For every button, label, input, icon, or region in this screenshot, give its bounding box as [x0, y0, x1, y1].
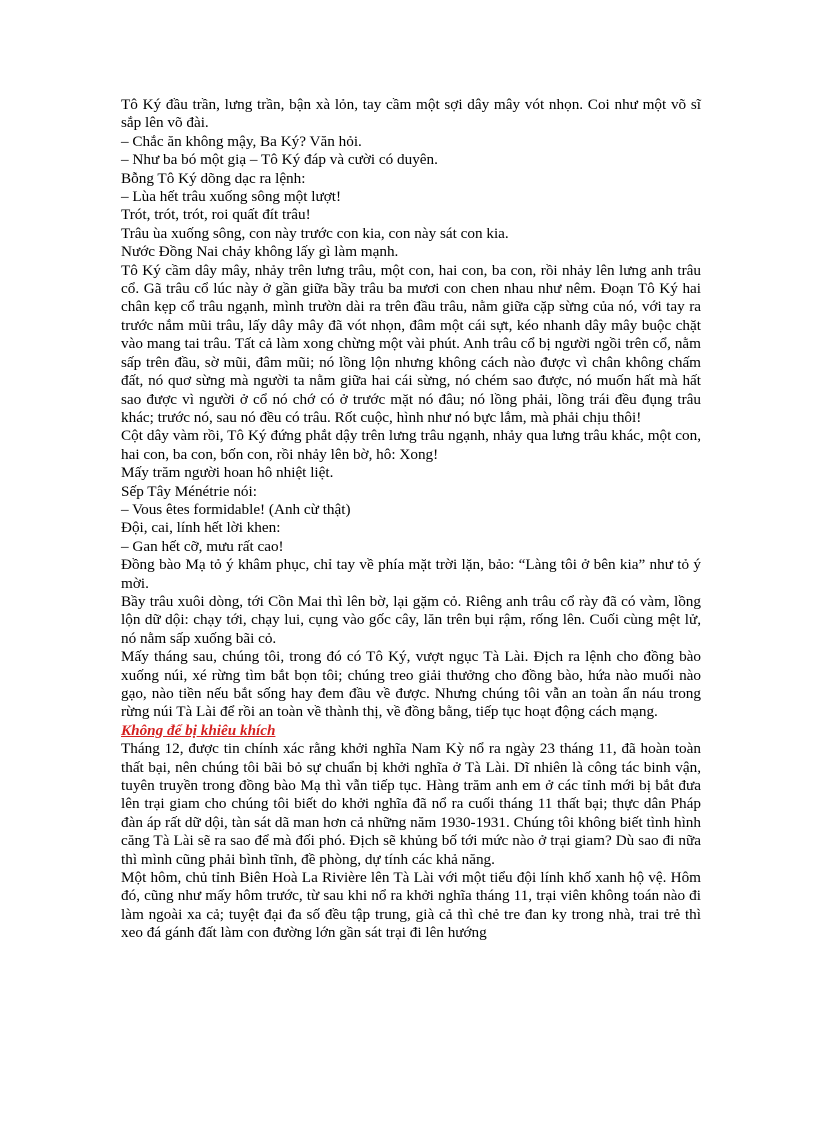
paragraph: Tô Ký cầm dây mây, nhảy trên lưng trâu, một con, hai con, ba con, rồi nhảy lên lưng anh trâu cổ. Gã trâu cổ lúc này ở gần giữa bầy trâu ba mươi con chen nhau như nêm. Đoạn Tô Ký hai chân kẹp cổ trâu ngạnh, mình trườn dài ra trên đầu trâu, nằm giữa cặp sừng của nó, với tay ra trước nắm mũi trâu, lấy dây mây đã vót nhọn, đâm một cái sựt, kéo nhanh dây mây buộc chặt vào mang tai trâu. Tất cả làm xong chừng một vài phút. Anh trâu cổ bị người ngồi trên cổ, nằm sấp trên đầu, sờ mũi, đâm mũi; nó lồng lộn nhưng không cách nào được vì chân không chấm đất, nó quơ sừng mà người ta nằm giữa hai cái sừng, nó chém sao được, nó muốn hất mà hất sao được vì người ở cổ nó chớ có ở trước mặt nó đâu; nó lồng phải, lồng trái đều đụng trâu khác; trước nó, sau nó đều có trâu. Rốt cuộc, hình như nó bực lắm, mà phải chịu thôi!	[121, 261, 701, 426]
paragraph: Đồng bào Mạ tỏ ý khâm phục, chỉ tay về phía mặt trời lặn, bảo: “Làng tôi ở bên kia” như tỏ ý mời.	[121, 556, 701, 592]
paragraph: Bầy trâu xuôi dòng, tới Cồn Mai thì lên bờ, lại gặm cỏ. Riêng anh trâu cổ rày đã có vàm, lồng lộn dữ dội: chạy tới, chạy lui, cụng vào gốc cây, lăn trên bụi rậm, rống lên. Cuối cùng mệt lử, nó nằm sấp xuống bãi cỏ.	[121, 592, 701, 647]
paragraph: – Như ba bó một giạ – Tô Ký đáp và cười có duyên.	[121, 151, 438, 169]
document-page	[121, 96, 701, 943]
paragraph: Trâu ùa xuống sông, con này trước con kia, con này sát con kia.	[121, 224, 509, 242]
paragraph: Mấy trăm người hoan hô nhiệt liệt.	[121, 464, 334, 482]
paragraph: Đội, cai, lính hết lời khen:	[121, 519, 281, 537]
paragraph: – Lùa hết trâu xuống sông một lượt!	[121, 188, 341, 206]
paragraph: Bỗng Tô Ký dõng dạc ra lệnh:	[121, 169, 306, 187]
paragraph: – Gan hết cỡ, mưu rất cao!	[121, 537, 284, 555]
paragraph: Nước Đồng Nai chảy không lấy gì làm mạnh.	[121, 243, 399, 261]
paragraph: Trót, trót, trót, roi quất đít trâu!	[121, 206, 311, 224]
section-heading: Không để bị khiêu khích	[121, 721, 276, 739]
paragraph: Tô Ký đầu trần, lưng trần, bận xà lỏn, tay cầm một sợi dây mây vót nhọn. Coi như một võ sĩ sắp lên võ đài.	[121, 96, 701, 132]
paragraph: Mấy tháng sau, chúng tôi, trong đó có Tô Ký, vượt ngục Tà Lài. Địch ra lệnh cho đồng bào xuống núi, xé rừng tìm bắt bọn tôi; chúng treo giải thưởng cho đồng bào, hứa nào muối nào gạo, nào tiền nếu bắt sống hay đem đầu về được. Nhưng chúng tôi vẫn an toàn ẩn náu trong rừng núi Tà Lài để rồi an toàn về thành thị, về đồng bằng, tiếp tục hoạt động cách mạng.	[121, 648, 701, 721]
paragraph: – Vous êtes formidable! (Anh cừ thật)	[121, 500, 351, 518]
paragraph: Một hôm, chủ tỉnh Biên Hoà La Rivière lên Tà Lài với một tiểu đội lính khố xanh hộ vệ. Hôm đó, cũng như mấy hôm trước, từ sau khi nổ ra khởi nghĩa tháng 11, trại viên không toán nào đi làm ngoài xa cả; tuyệt đại đa số đều tập trung, già cả thì chẻ tre đan ky trong nhà, trai trẻ thì xeo đá gánh đất làm con đường lớn gần sát trại đi lên hướng	[121, 869, 701, 942]
paragraph: Sếp Tây Ménétrie nói:	[121, 482, 257, 500]
paragraph: – Chắc ăn không mậy, Ba Ký? Văn hỏi.	[121, 132, 362, 150]
paragraph: Tháng 12, được tin chính xác rằng khởi nghĩa Nam Kỳ nổ ra ngày 23 tháng 11, đã hoàn toàn thất bại, nên chúng tôi bãi bỏ sự chuẩn bị khởi nghĩa ở Tà Lài. Dĩ nhiên là công tác binh vận, tuyên truyền trong đồng bào Mạ thì vẫn tiếp tục. Hàng trăm anh em ở các tỉnh mới bị bắt đưa lên trại giam cho chúng tôi biết do khởi nghĩa đã nổ ra cuối tháng 11 thất bại; thực dân Pháp đàn áp rất dữ dội, tàn sát dã man hơn cả những năm 1930-1931. Chúng tôi không biết tình hình căng Tà Lài sẽ ra sao để mà đối phó. Địch sẽ khủng bố tới mức nào ở trại giam? Dù sao đi nữa thì mình cũng phải bình tĩnh, đề phòng, dự tính các khả năng.	[121, 740, 701, 868]
paragraph: Cột dây vàm rồi, Tô Ký đứng phắt dậy trên lưng trâu ngạnh, nhảy qua lưng trâu khác, một con, hai con, ba con, bốn con, rồi nhảy lên bờ, hô: Xong!	[121, 427, 701, 463]
